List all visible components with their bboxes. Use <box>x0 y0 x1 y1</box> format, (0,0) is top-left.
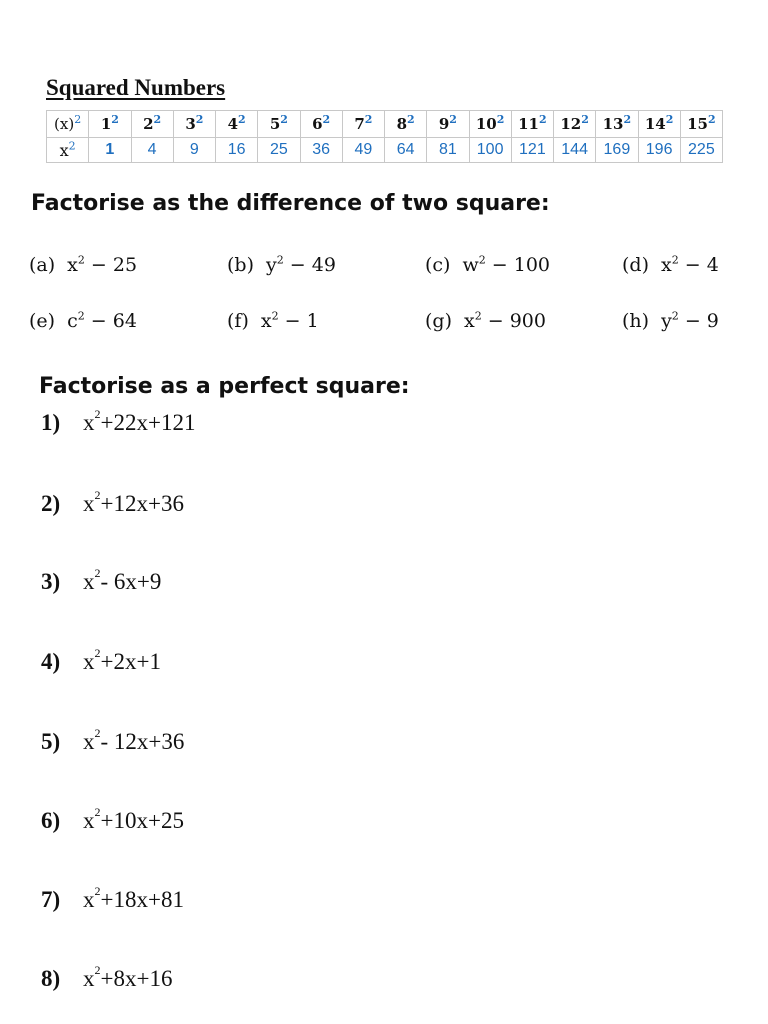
question-exponent: 2 <box>94 646 101 661</box>
square-cell: 196 <box>638 138 680 163</box>
base-cell: $5^2$ <box>258 111 300 138</box>
base-cell: $2^2$ <box>131 111 173 138</box>
bases-row <box>47 111 723 138</box>
question-exponent: 2 <box>94 407 101 422</box>
question-variable: y <box>661 310 672 332</box>
square-cell: 4 <box>131 138 173 163</box>
dots-question-a <box>29 254 137 276</box>
squares-header-cell <box>47 138 89 163</box>
square-cell: 225 <box>680 138 722 163</box>
question-variable: y <box>266 254 277 276</box>
question-variable: x <box>83 966 95 991</box>
question-exponent: 2 <box>94 805 101 820</box>
question-constant: − 64 <box>84 310 137 332</box>
question-exponent: 2 <box>671 309 679 323</box>
question-label: (c) <box>425 254 451 276</box>
perfect-square-question-5 <box>41 726 185 755</box>
question-expression: - 6x+9 <box>100 569 162 594</box>
perfect-square-question-2 <box>41 488 184 517</box>
question-variable: x <box>83 649 95 674</box>
question-exponent: 2 <box>77 253 85 267</box>
dots-question-b <box>227 254 336 276</box>
base-cell: $4^2$ <box>216 111 258 138</box>
question-exponent: 2 <box>77 309 85 323</box>
dots-question-g <box>425 310 546 332</box>
question-exponent: 2 <box>94 488 101 503</box>
question-variable: x <box>83 729 95 754</box>
base-cell: $3^2$ <box>173 111 215 138</box>
base-cell: $14^2$ <box>638 111 680 138</box>
question-label: (b) <box>227 254 254 276</box>
perfect-square-question-6 <box>41 805 184 834</box>
square-cell: 36 <box>300 138 342 163</box>
base-cell: $12^2$ <box>554 111 596 138</box>
question-label: (e) <box>29 310 56 332</box>
question-variable: x <box>67 254 78 276</box>
square-cell: 100 <box>469 138 511 163</box>
question-expression: +22x+121 <box>100 410 196 435</box>
dots-question-d <box>622 254 719 276</box>
question-number: 4) <box>41 649 61 674</box>
question-expression: +2x+1 <box>100 649 161 674</box>
bases-header-exponent: 2 <box>74 113 82 126</box>
base-cell: $13^2$ <box>596 111 638 138</box>
question-variable: c <box>67 310 78 332</box>
question-variable: x <box>83 491 95 516</box>
dots-question-e <box>29 310 137 332</box>
question-label: (g) <box>425 310 452 332</box>
question-variable: x <box>83 410 95 435</box>
question-label: (d) <box>622 254 649 276</box>
question-constant: − 900 <box>481 310 546 332</box>
base-cell: $15^2$ <box>680 111 722 138</box>
square-cell: 169 <box>596 138 638 163</box>
question-number: 8) <box>41 966 61 991</box>
perfect-square-heading: Factorise as a perfect square: <box>39 374 410 399</box>
question-variable: x <box>260 310 272 332</box>
squares-row <box>47 138 723 163</box>
square-cell: 1 <box>89 138 131 163</box>
base-cell: $10^2$ <box>469 111 511 138</box>
question-constant: − 1 <box>278 310 319 332</box>
difference-of-squares-heading: Factorise as the difference of two square: <box>31 191 550 216</box>
question-number: 5) <box>41 729 61 754</box>
question-variable: w <box>462 254 479 276</box>
page-title: Squared Numbers <box>46 75 226 100</box>
dots-question-c <box>425 254 550 276</box>
question-variable: x <box>83 887 95 912</box>
question-variable: x <box>83 569 95 594</box>
square-cell: 9 <box>173 138 215 163</box>
bases-header-label: (x) <box>54 115 75 133</box>
base-cell: $7^2$ <box>342 111 384 138</box>
question-expression: +8x+16 <box>100 966 173 991</box>
base-cell: $11^2$ <box>511 111 553 138</box>
question-constant: − 9 <box>678 310 719 332</box>
question-constant: − 25 <box>84 254 138 276</box>
dots-question-h <box>622 310 719 332</box>
squares-header-exponent: 2 <box>68 139 76 153</box>
squared-numbers-table <box>46 110 723 163</box>
question-constant: − 4 <box>678 254 719 276</box>
question-number: 7) <box>41 887 61 912</box>
perfect-square-question-4 <box>41 646 161 675</box>
question-expression: - 12x+36 <box>100 729 185 754</box>
base-cell: $9^2$ <box>427 111 469 138</box>
square-cell: 121 <box>511 138 553 163</box>
dots-question-f <box>227 310 319 332</box>
base-cell: $8^2$ <box>385 111 427 138</box>
question-exponent: 2 <box>671 253 679 267</box>
question-exponent: 2 <box>94 726 101 741</box>
question-exponent: 2 <box>478 253 486 267</box>
square-cell: 16 <box>216 138 258 163</box>
bases-header-cell <box>47 111 89 138</box>
square-cell: 25 <box>258 138 300 163</box>
question-exponent: 2 <box>94 566 101 581</box>
question-number: 6) <box>41 808 61 833</box>
question-expression: +18x+81 <box>100 887 184 912</box>
question-expression: +12x+36 <box>100 491 184 516</box>
square-cell: 81 <box>427 138 469 163</box>
question-number: 1) <box>41 410 61 435</box>
perfect-square-question-1 <box>41 407 196 436</box>
question-variable: x <box>661 254 672 276</box>
squares-header-label: x <box>59 140 69 160</box>
square-cell: 49 <box>342 138 384 163</box>
question-constant: − 49 <box>283 254 336 276</box>
question-exponent: 2 <box>94 963 101 978</box>
question-variable: x <box>83 808 95 833</box>
question-number: 2) <box>41 491 61 516</box>
question-label: (f) <box>227 310 249 332</box>
question-label: (h) <box>622 310 650 332</box>
question-exponent: 2 <box>276 253 284 267</box>
perfect-square-question-8 <box>41 963 173 992</box>
question-constant: − 100 <box>485 254 550 276</box>
question-expression: +10x+25 <box>100 808 184 833</box>
square-cell: 64 <box>385 138 427 163</box>
perfect-square-question-3 <box>41 566 162 595</box>
base-cell: $6^2$ <box>300 111 342 138</box>
question-label: (a) <box>29 254 56 276</box>
square-cell: 144 <box>554 138 596 163</box>
question-variable: x <box>464 310 475 332</box>
question-exponent: 2 <box>474 309 482 323</box>
question-exponent: 2 <box>94 884 101 899</box>
question-exponent: 2 <box>271 309 279 323</box>
base-cell: $1^2$ <box>89 111 131 138</box>
perfect-square-question-7 <box>41 884 184 913</box>
question-number: 3) <box>41 569 61 594</box>
